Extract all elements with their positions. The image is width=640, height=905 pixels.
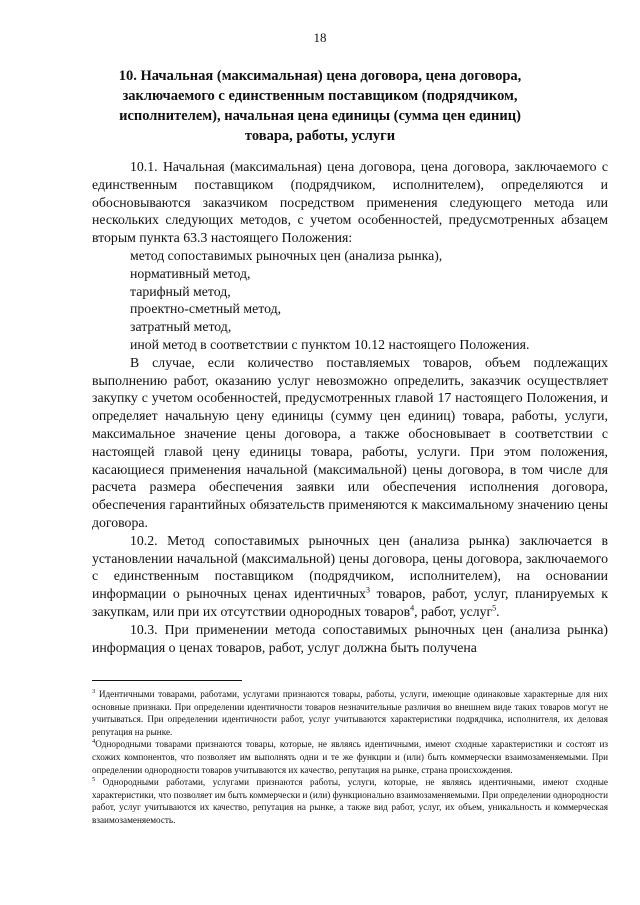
footnote-text: Однородными товарами признаются товары, которые, не являясь идентичными, имеют сходные характеристики и состоят из схожих компонентов, что позволяет им выполнять одни и те же функции и (или) быть коммерчески взаимозаменяемыми. При определении однородности товаров учитываются их качество, репутация на рынке, страна происхождения.: [92, 739, 608, 775]
paragraph-10-2-text: товаров, работ, услуг, планируемых к закупкам, или при их отсутствии однородных товаров: [92, 586, 608, 619]
method-item-normative: нормативный метод,: [130, 265, 251, 281]
method-item-tariff: тарифный метод,: [130, 283, 231, 299]
method-item-other: иной метод в соответствии с пунктом 10.12 настоящего Положения.: [130, 336, 530, 352]
footnote-mark: 4: [92, 738, 96, 746]
footnote-5: [92, 776, 608, 826]
paragraph-10-2-text: , работ, услуг: [414, 603, 493, 619]
paragraph-10-2-text: 10.2. Метод сопоставимых рыночных цен (анализа рынка) заключается в установлении начальной (максимальной) цены договора, цены договора, заключаемого с единственным поставщиком (подрядчиком, исполнителем), на основании информации о рыночных ценах идентичных: [92, 532, 608, 602]
footnote-separator: [92, 680, 242, 681]
footnote-text: Однородными работами, услугами признаются работы, услуги, которые, не являясь идентичными, имеют сходные характеристики, что позволяет им быть коммерчески и (или) функционально взаимозаменяемыми. При определении однородности работ, услуг учитываются их качество, репутация на рынке, а также вид работ, услуг, их объем, уникальность и коммерческая взаимозаменяемость.: [92, 777, 608, 825]
paragraph-10-3: 10.3. При применении метода сопоставимых рыночных цен (анализа рынка) информация о ценах товаров, работ, услуг должна быть получена: [92, 621, 608, 655]
footnote-ref-4: 4: [410, 603, 415, 613]
footnote-4: [92, 738, 608, 776]
method-item-market: метод сопоставимых рыночных цен (анализа рынка),: [130, 247, 443, 263]
paragraph-10-2: [92, 532, 608, 621]
paragraph-10-2-text: .: [496, 603, 500, 619]
paragraph-10-1-intro: 10.1. Начальная (максимальная) цена договора, цена договора, заключаемого с единственным поставщиком (подрядчиком, исполнителем), определяются и обосновываются заказчиком посредством применения следующего метода или нескольких следующих методов, с учетом особенностей, предусмотренных абзацем вторым пункта 63.3 настоящего Положения:: [92, 159, 608, 246]
method-item-cost: затратный метод,: [130, 319, 232, 335]
footnote-mark: 3: [92, 687, 96, 695]
paragraph-unit-price: В случае, если количество поставляемых товаров, объем подлежащих выполнению работ, оказанию услуг невозможно определить, заказчик осуществляет закупку с учетом особенностей, предусмотренных главой 17 настоящего Положения, и определяет начальную цену единицы (сумму цен единиц) товара, работы, услуги, максимальное значение цены договора, а также обосновывает в соответствии с настоящей главой цену единицы товара, работы, услуги. При этом положения, касающиеся применения начальной (максимальной) цены договора, в том числе для расчета размера обеспечения заявки или обеспечения исполнения договора, обеспечения гарантийных обязательств применяются к максимальному значению цены договора.: [92, 354, 608, 530]
body-text: [92, 158, 608, 656]
section-heading: 10. Начальная (максимальная) цена договора, цена договора, заключаемого с единственным поставщиком (подрядчиком, исполнителем), начальная цена единицы (сумма цен единиц) товара, работы, услуги: [118, 68, 522, 144]
footnote-3: [92, 688, 608, 738]
footnote-mark: 5: [92, 776, 96, 784]
footnote-text: Идентичными товарами, работами, услугами признаются товары, работы, услуги, имеющие одинаковые характерные для них основные признаки. При определении идентичности товаров незначительные различия во внешнем виде таких товаров могут не учитываться. При определении идентичности работ, услуг учитываются характеристики подрядчика, исполнителя, их деловая репутация на рынке.: [92, 689, 608, 737]
footnote-ref-3: 3: [365, 585, 370, 595]
method-item-design-estimate: проектно-сметный метод,: [130, 301, 282, 317]
page-number: 18: [313, 30, 327, 45]
footnotes: [92, 688, 608, 827]
footnote-ref-5: 5: [492, 603, 497, 613]
